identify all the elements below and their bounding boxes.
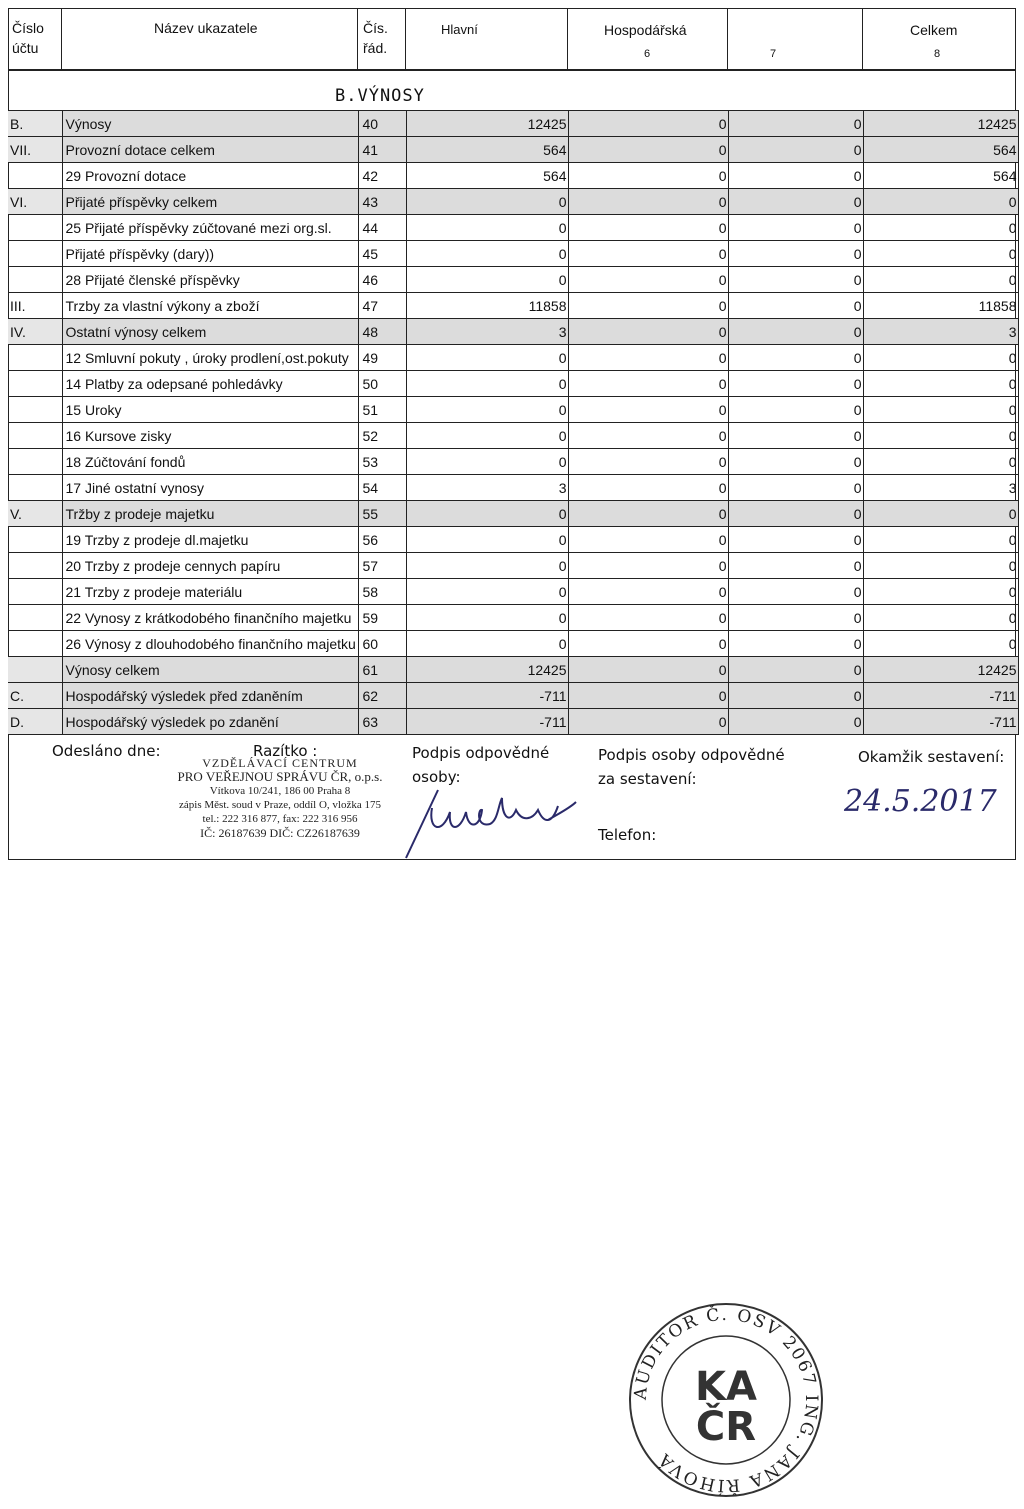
indicator-name-cell: 14 Platby za odepsané pohledávky bbox=[62, 371, 358, 397]
total-value-cell: 564 bbox=[863, 163, 1018, 189]
main-value-cell: 0 bbox=[406, 241, 568, 267]
stamp-line-6: IČ: 26187639 DIČ: CZ26187639 bbox=[200, 826, 360, 840]
indicator-name-cell: 18 Zúčtování fondů bbox=[62, 449, 358, 475]
compiler-signature-label bbox=[598, 746, 785, 788]
table-row bbox=[8, 605, 1018, 631]
row-number-cell: 50 bbox=[358, 371, 406, 397]
row-number-cell: 47 bbox=[358, 293, 406, 319]
total-value-cell: 0 bbox=[863, 215, 1018, 241]
col7-value-cell: 0 bbox=[728, 683, 863, 709]
total-value-cell: -711 bbox=[863, 709, 1018, 735]
table-row bbox=[8, 709, 1018, 735]
total-value-cell: 0 bbox=[863, 579, 1018, 605]
header-col7 bbox=[728, 8, 863, 70]
responsible-signature-line1: Podpis odpovědné bbox=[412, 744, 550, 762]
row-number-cell: 59 bbox=[358, 605, 406, 631]
account-code-cell bbox=[8, 371, 62, 397]
account-code-cell: D. bbox=[8, 709, 62, 735]
header-account-line1: Číslo bbox=[12, 20, 44, 36]
col7-value-cell: 0 bbox=[728, 657, 863, 683]
account-code-cell bbox=[8, 345, 62, 371]
sent-date-label: Odesláno dne: bbox=[52, 742, 161, 760]
total-value-cell: 0 bbox=[863, 501, 1018, 527]
table-row bbox=[8, 345, 1018, 371]
indicator-name-cell: Přijaté příspěvky celkem bbox=[62, 189, 358, 215]
econ-value-cell: 0 bbox=[568, 397, 728, 423]
total-value-cell: 0 bbox=[863, 449, 1018, 475]
account-code-cell: VII. bbox=[8, 137, 62, 163]
row-number-cell: 62 bbox=[358, 683, 406, 709]
account-code-cell bbox=[8, 631, 62, 657]
row-number-cell: 43 bbox=[358, 189, 406, 215]
main-value-cell: 0 bbox=[406, 579, 568, 605]
table-row bbox=[8, 319, 1018, 345]
main-value-cell: 0 bbox=[406, 371, 568, 397]
account-code-cell bbox=[8, 579, 62, 605]
main-value-cell: 0 bbox=[406, 423, 568, 449]
row-number-cell: 51 bbox=[358, 397, 406, 423]
main-value-cell: 0 bbox=[406, 449, 568, 475]
col7-value-cell: 0 bbox=[728, 293, 863, 319]
indicator-name-cell: 19 Trzby z prodeje dl.majetku bbox=[62, 527, 358, 553]
table-row bbox=[8, 501, 1018, 527]
row-number-cell: 42 bbox=[358, 163, 406, 189]
table-row bbox=[8, 189, 1018, 215]
indicator-name-cell: Výnosy celkem bbox=[62, 657, 358, 683]
table-row bbox=[8, 527, 1018, 553]
stamp-label: Razítko : bbox=[253, 742, 318, 760]
total-value-cell: -711 bbox=[863, 683, 1018, 709]
indicator-name-cell: Hospodářský výsledek po zdanění bbox=[62, 709, 358, 735]
col7-value-cell: 0 bbox=[728, 137, 863, 163]
header-col7-number: 7 bbox=[770, 48, 777, 60]
table-row bbox=[8, 683, 1018, 709]
col7-value-cell: 0 bbox=[728, 267, 863, 293]
main-value-cell: 0 bbox=[406, 605, 568, 631]
col7-value-cell: 0 bbox=[728, 579, 863, 605]
econ-value-cell: 0 bbox=[568, 683, 728, 709]
table-row bbox=[8, 631, 1018, 657]
main-value-cell: 0 bbox=[406, 215, 568, 241]
row-number-cell: 49 bbox=[358, 345, 406, 371]
revenue-table-body bbox=[8, 111, 1018, 735]
total-value-cell: 0 bbox=[863, 267, 1018, 293]
col7-value-cell: 0 bbox=[728, 527, 863, 553]
stamp-line-5: tel.: 222 316 877, fax: 222 316 956 bbox=[202, 813, 358, 825]
main-value-cell: 564 bbox=[406, 137, 568, 163]
main-value-cell: 0 bbox=[406, 553, 568, 579]
account-code-cell: B. bbox=[8, 111, 62, 137]
account-code-cell bbox=[8, 527, 62, 553]
total-value-cell: 0 bbox=[863, 371, 1018, 397]
total-value-cell: 0 bbox=[863, 345, 1018, 371]
total-value-cell: 0 bbox=[863, 631, 1018, 657]
table-row bbox=[8, 423, 1018, 449]
econ-value-cell: 0 bbox=[568, 215, 728, 241]
header-name-label: Název ukazatele bbox=[154, 20, 258, 36]
col7-value-cell: 0 bbox=[728, 371, 863, 397]
handwritten-date-text: 24.5.2017 bbox=[844, 784, 997, 819]
responsible-signature-line2: osoby: bbox=[412, 768, 461, 786]
indicator-name-cell: Tržby z prodeje majetku bbox=[62, 501, 358, 527]
account-code-cell: V. bbox=[8, 501, 62, 527]
indicator-name-cell: Výnosy bbox=[62, 111, 358, 137]
main-value-cell: 12425 bbox=[406, 111, 568, 137]
account-code-cell bbox=[8, 449, 62, 475]
main-value-cell: 3 bbox=[406, 475, 568, 501]
signature-image bbox=[398, 780, 578, 860]
compiled-at-label: Okamžik sestavení: bbox=[858, 748, 1005, 766]
econ-value-cell: 0 bbox=[568, 423, 728, 449]
total-value-cell: 0 bbox=[863, 423, 1018, 449]
header-main-label: Hlavní bbox=[441, 22, 478, 37]
row-number-cell: 63 bbox=[358, 709, 406, 735]
table-row bbox=[8, 215, 1018, 241]
total-value-cell: 12425 bbox=[863, 657, 1018, 683]
col7-value-cell: 0 bbox=[728, 605, 863, 631]
indicator-name-cell: 12 Smluvní pokuty , úroky prodlení,ost.pokuty bbox=[62, 345, 358, 371]
total-value-cell: 0 bbox=[863, 527, 1018, 553]
col7-value-cell: 0 bbox=[728, 449, 863, 475]
econ-value-cell: 0 bbox=[568, 449, 728, 475]
table-row bbox=[8, 657, 1018, 683]
seal-center-top: KA bbox=[695, 1364, 757, 1410]
main-value-cell: 0 bbox=[406, 397, 568, 423]
header-total-number: 8 bbox=[934, 48, 941, 60]
col7-value-cell: 0 bbox=[728, 501, 863, 527]
econ-value-cell: 0 bbox=[568, 241, 728, 267]
row-number-cell: 46 bbox=[358, 267, 406, 293]
row-number-cell: 45 bbox=[358, 241, 406, 267]
table-row bbox=[8, 579, 1018, 605]
indicator-name-cell: 21 Trzby z prodeje materiálu bbox=[62, 579, 358, 605]
econ-value-cell: 0 bbox=[568, 605, 728, 631]
header-divider bbox=[8, 69, 1016, 71]
main-value-cell: 0 bbox=[406, 189, 568, 215]
handwritten-date bbox=[840, 775, 1010, 825]
col7-value-cell: 0 bbox=[728, 241, 863, 267]
table-row bbox=[8, 293, 1018, 319]
seal-ring-text: AUDITOR Č. OSV 2067 ING. JANA ŘÍHOVÁ bbox=[630, 1304, 822, 1496]
header-row-number bbox=[358, 8, 406, 70]
account-code-cell bbox=[8, 241, 62, 267]
econ-value-cell: 0 bbox=[568, 631, 728, 657]
indicator-name-cell: 22 Vynosy z krátkodobého finančního majetku bbox=[62, 605, 358, 631]
total-value-cell: 0 bbox=[863, 241, 1018, 267]
stamp-line-1: VZDĚLÁVACÍ CENTRUM bbox=[202, 756, 358, 770]
main-value-cell: 0 bbox=[406, 527, 568, 553]
compiler-signature-line1: Podpis osoby odpovědné bbox=[598, 746, 785, 764]
revenue-table bbox=[8, 110, 1019, 735]
account-code-cell bbox=[8, 397, 62, 423]
main-value-cell: -711 bbox=[406, 683, 568, 709]
col7-value-cell: 0 bbox=[728, 423, 863, 449]
account-code-cell: IV. bbox=[8, 319, 62, 345]
indicator-name-cell: Provozní dotace celkem bbox=[62, 137, 358, 163]
total-value-cell: 3 bbox=[863, 319, 1018, 345]
econ-value-cell: 0 bbox=[568, 111, 728, 137]
row-number-cell: 57 bbox=[358, 553, 406, 579]
indicator-name-cell: Trzby za vlastní výkony a zboží bbox=[62, 293, 358, 319]
table-row bbox=[8, 241, 1018, 267]
account-code-cell bbox=[8, 423, 62, 449]
header-row-line1: Čís. bbox=[363, 20, 388, 36]
account-code-cell bbox=[8, 657, 62, 683]
stamp-line-3: Vítkova 10/241, 186 00 Praha 8 bbox=[209, 785, 351, 797]
col7-value-cell: 0 bbox=[728, 215, 863, 241]
econ-value-cell: 0 bbox=[568, 267, 728, 293]
row-number-cell: 56 bbox=[358, 527, 406, 553]
header-name bbox=[62, 8, 358, 70]
col7-value-cell: 0 bbox=[728, 397, 863, 423]
auditor-seal bbox=[626, 1300, 826, 1505]
table-row bbox=[8, 111, 1018, 137]
total-value-cell: 0 bbox=[863, 553, 1018, 579]
col7-value-cell: 0 bbox=[728, 631, 863, 657]
table-row bbox=[8, 163, 1018, 189]
account-code-cell bbox=[8, 215, 62, 241]
indicator-name-cell: 15 Uroky bbox=[62, 397, 358, 423]
col7-value-cell: 0 bbox=[728, 111, 863, 137]
row-number-cell: 54 bbox=[358, 475, 406, 501]
econ-value-cell: 0 bbox=[568, 293, 728, 319]
account-code-cell: VI. bbox=[8, 189, 62, 215]
main-value-cell: 0 bbox=[406, 631, 568, 657]
col7-value-cell: 0 bbox=[728, 189, 863, 215]
table-header bbox=[8, 8, 1016, 70]
col7-value-cell: 0 bbox=[728, 319, 863, 345]
header-row-line2: řád. bbox=[363, 40, 388, 56]
header-econ-number: 6 bbox=[644, 48, 651, 60]
indicator-name-cell: Ostatní výnosy celkem bbox=[62, 319, 358, 345]
organization-stamp bbox=[160, 752, 400, 840]
header-main bbox=[406, 8, 568, 70]
indicator-name-cell: 29 Provozní dotace bbox=[62, 163, 358, 189]
col7-value-cell: 0 bbox=[728, 553, 863, 579]
total-value-cell: 0 bbox=[863, 605, 1018, 631]
indicator-name-cell: Přijaté příspěvky (dary)) bbox=[62, 241, 358, 267]
econ-value-cell: 0 bbox=[568, 657, 728, 683]
row-number-cell: 52 bbox=[358, 423, 406, 449]
seal-center-bottom: ČR bbox=[695, 1404, 757, 1450]
econ-value-cell: 0 bbox=[568, 137, 728, 163]
stamp-line-2: PRO VEŘEJNOU SPRÁVU ČR, o.p.s. bbox=[177, 769, 383, 784]
table-row bbox=[8, 397, 1018, 423]
col7-value-cell: 0 bbox=[728, 709, 863, 735]
total-value-cell: 564 bbox=[863, 137, 1018, 163]
econ-value-cell: 0 bbox=[568, 501, 728, 527]
main-value-cell: 0 bbox=[406, 501, 568, 527]
econ-value-cell: 0 bbox=[568, 189, 728, 215]
econ-value-cell: 0 bbox=[568, 163, 728, 189]
header-account-line2: účtu bbox=[12, 40, 39, 56]
row-number-cell: 61 bbox=[358, 657, 406, 683]
row-number-cell: 40 bbox=[358, 111, 406, 137]
table-row bbox=[8, 449, 1018, 475]
row-number-cell: 44 bbox=[358, 215, 406, 241]
main-value-cell: 3 bbox=[406, 319, 568, 345]
table-row bbox=[8, 371, 1018, 397]
row-number-cell: 41 bbox=[358, 137, 406, 163]
row-number-cell: 60 bbox=[358, 631, 406, 657]
header-total-label: Celkem bbox=[910, 22, 958, 38]
section-title: B.VÝNOSY bbox=[335, 86, 425, 106]
phone-label: Telefon: bbox=[598, 826, 657, 844]
econ-value-cell: 0 bbox=[568, 319, 728, 345]
econ-value-cell: 0 bbox=[568, 371, 728, 397]
econ-value-cell: 0 bbox=[568, 345, 728, 371]
indicator-name-cell: Hospodářský výsledek před zdaněním bbox=[62, 683, 358, 709]
header-total bbox=[863, 8, 1016, 70]
header-account bbox=[8, 8, 62, 70]
indicator-name-cell: 26 Výnosy z dlouhodobého finančního majetku bbox=[62, 631, 358, 657]
col7-value-cell: 0 bbox=[728, 475, 863, 501]
econ-value-cell: 0 bbox=[568, 579, 728, 605]
table-row bbox=[8, 475, 1018, 501]
row-number-cell: 55 bbox=[358, 501, 406, 527]
econ-value-cell: 0 bbox=[568, 553, 728, 579]
econ-value-cell: 0 bbox=[568, 709, 728, 735]
row-number-cell: 53 bbox=[358, 449, 406, 475]
account-code-cell bbox=[8, 605, 62, 631]
account-code-cell bbox=[8, 475, 62, 501]
main-value-cell: -711 bbox=[406, 709, 568, 735]
econ-value-cell: 0 bbox=[568, 527, 728, 553]
account-code-cell bbox=[8, 163, 62, 189]
account-code-cell bbox=[8, 267, 62, 293]
main-value-cell: 12425 bbox=[406, 657, 568, 683]
stamp-line-4: zápis Měst. soud v Praze, oddíl O, vložka 175 bbox=[179, 799, 381, 811]
indicator-name-cell: 17 Jiné ostatní vynosy bbox=[62, 475, 358, 501]
table-row bbox=[8, 553, 1018, 579]
main-value-cell: 11858 bbox=[406, 293, 568, 319]
account-code-cell bbox=[8, 553, 62, 579]
header-econ-label: Hospodářská bbox=[604, 22, 687, 38]
total-value-cell: 3 bbox=[863, 475, 1018, 501]
account-code-cell: III. bbox=[8, 293, 62, 319]
main-value-cell: 0 bbox=[406, 267, 568, 293]
indicator-name-cell: 28 Přijaté členské příspěvky bbox=[62, 267, 358, 293]
col7-value-cell: 0 bbox=[728, 345, 863, 371]
col7-value-cell: 0 bbox=[728, 163, 863, 189]
account-code-cell: C. bbox=[8, 683, 62, 709]
table-row bbox=[8, 267, 1018, 293]
indicator-name-cell: 16 Kursove zisky bbox=[62, 423, 358, 449]
table-row bbox=[8, 137, 1018, 163]
main-value-cell: 0 bbox=[406, 345, 568, 371]
main-value-cell: 564 bbox=[406, 163, 568, 189]
total-value-cell: 0 bbox=[863, 189, 1018, 215]
total-value-cell: 11858 bbox=[863, 293, 1018, 319]
row-number-cell: 48 bbox=[358, 319, 406, 345]
header-econ bbox=[568, 8, 728, 70]
indicator-name-cell: 20 Trzby z prodeje cennych papíru bbox=[62, 553, 358, 579]
indicator-name-cell: 25 Přijaté příspěvky zúčtované mezi org.sl. bbox=[62, 215, 358, 241]
total-value-cell: 0 bbox=[863, 397, 1018, 423]
total-value-cell: 12425 bbox=[863, 111, 1018, 137]
row-number-cell: 58 bbox=[358, 579, 406, 605]
econ-value-cell: 0 bbox=[568, 475, 728, 501]
compiler-signature-line2: za sestavení: bbox=[598, 770, 697, 788]
